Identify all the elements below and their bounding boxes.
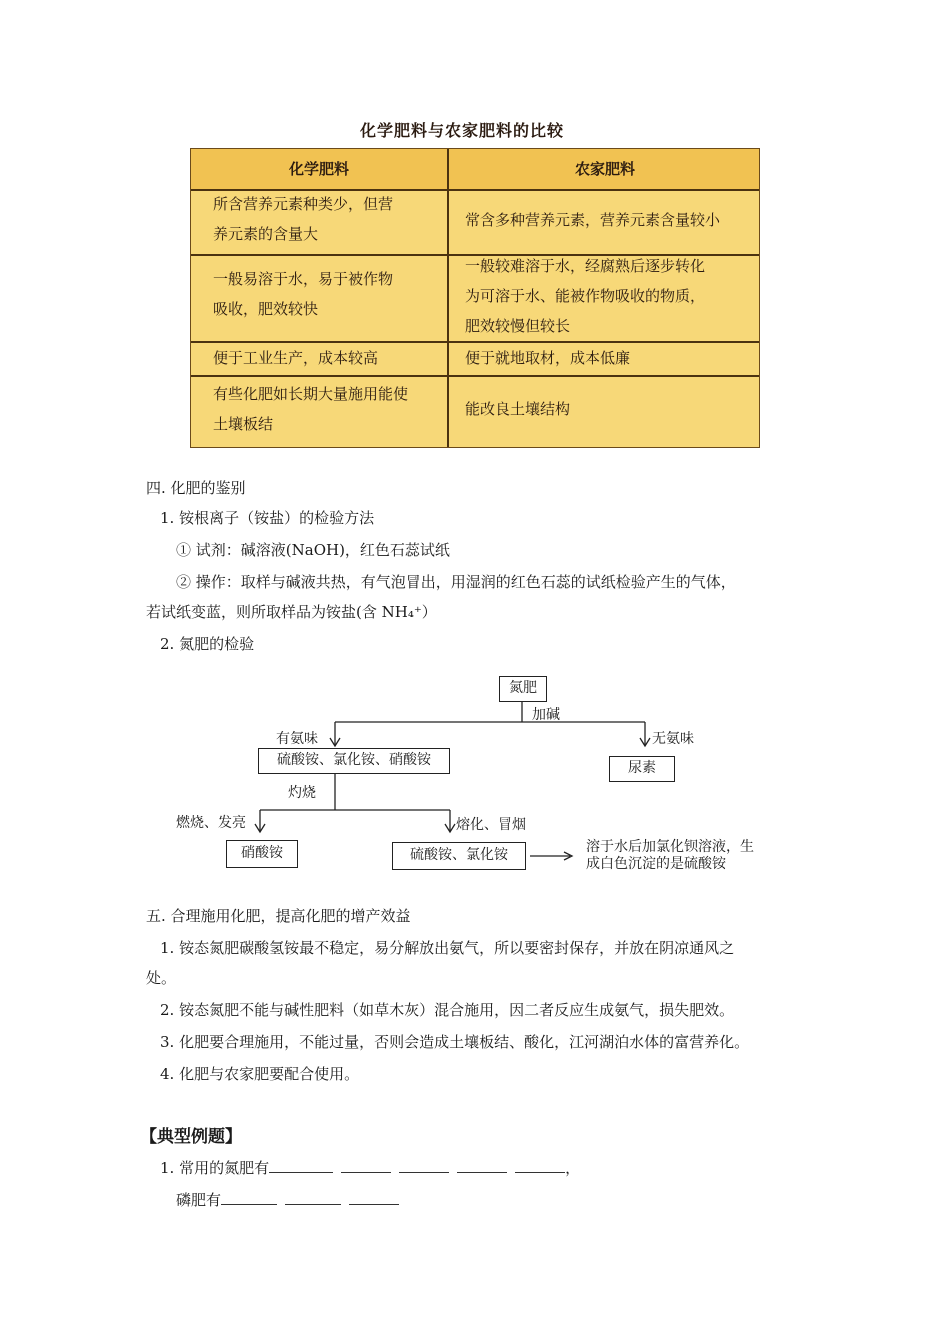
nitrogen-fertilizer-flowchart: [140, 668, 820, 883]
box-sulfate-chloride: 硫酸铵、氯化铵: [392, 842, 526, 870]
table-cell: 一般较难溶于水，经腐熟后逐步转化 为可溶于水、能被作物吸收的物质， 肥效较慢但较长: [465, 257, 706, 335]
answer-blank[interactable]: [285, 1188, 341, 1205]
answer-blank[interactable]: [221, 1188, 277, 1205]
list-item: 4. 化肥与农家肥要配合使用。: [160, 1065, 360, 1083]
comparison-table: [190, 148, 760, 448]
list-item: 若试纸变蓝，则所取样品为铵盐(含 NH₄⁺）: [146, 603, 437, 621]
answer-blank[interactable]: [269, 1156, 333, 1173]
table-cell: 有些化肥如长期大量施用能使 土壤板结: [213, 385, 409, 433]
box-ammonium-salts: 硫酸铵、氯化铵、硝酸铵: [258, 748, 450, 774]
table-cell: 一般易溶于水，易于被作物 吸收，肥效较快: [213, 270, 394, 318]
section-heading: 五. 合理施用化肥，提高化肥的增产效益: [146, 907, 411, 925]
box-ammonium-nitrate: 硝酸铵: [226, 840, 298, 868]
table-cell: 所含营养元素种类少，但营 养元素的含量大: [213, 195, 394, 243]
answer-blank[interactable]: [457, 1156, 507, 1173]
label-add-base: 加碱: [532, 707, 560, 723]
section-heading: 四. 化肥的鉴别: [146, 479, 246, 497]
table-title: 化学肥料与农家肥料的比较: [360, 121, 565, 140]
label-burn-bright: 燃烧、发亮: [176, 815, 246, 831]
note-barium-chloride-test: 溶于水后加氯化钡溶液，生 成白色沉淀的是硫酸铵: [586, 839, 754, 872]
box-nitrogen-fertilizer: 氮肥: [499, 676, 547, 702]
header-chemical-fertilizer: 化学肥料: [288, 160, 349, 178]
list-item: 3. 化肥要合理施用，不能过量，否则会造成土壤板结、酸化，江河湖泊水体的富营养化。: [160, 1033, 750, 1051]
table-column-divider: [447, 149, 449, 447]
answer-blank[interactable]: [341, 1156, 391, 1173]
list-item: ② 操作：取样与碱液共热，有气泡冒出，用湿润的红色石蕊的试纸检验产生的气体，: [176, 573, 736, 591]
list-item: 处。: [146, 969, 177, 987]
table-cell: 便于就地取材，成本低廉: [465, 349, 631, 367]
question-1-line-2: 磷肥有: [176, 1188, 407, 1212]
list-item: 1. 铵根离子（铵盐）的检验方法: [160, 509, 375, 527]
label-no-ammonia-smell: 无氨味: [652, 731, 694, 747]
box-urea: 尿素: [609, 756, 675, 782]
answer-blank[interactable]: [399, 1156, 449, 1173]
label-ammonia-smell: 有氨味: [276, 731, 318, 747]
examples-heading: 【典型例题】: [140, 1127, 242, 1147]
list-item: ① 试剂：碱溶液(NaOH)，红色石蕊试纸: [176, 541, 450, 559]
label-melt-smoke: 熔化、冒烟: [456, 817, 526, 833]
header-farm-manure: 农家肥料: [574, 160, 635, 178]
table-cell: 能改良土壤结构: [465, 400, 571, 418]
label-burn: 灼烧: [288, 785, 316, 801]
list-item: 2. 氮肥的检验: [160, 635, 255, 653]
list-item: 1. 铵态氮肥碳酸氢铵最不稳定，易分解放出氨气，所以要密封保存，并放在阴凉通风之: [160, 939, 735, 957]
table-row-divider: [191, 375, 759, 377]
answer-blank[interactable]: [349, 1188, 399, 1205]
table-cell: 常含多种营养元素，营养元素含量较小: [465, 211, 721, 229]
question-1: 1. 常用的氮肥有 ，: [160, 1156, 580, 1180]
list-item: 2. 铵态氮肥不能与碱性肥料（如草木灰）混合施用，因二者反应生成氨气，损失肥效。: [160, 1001, 735, 1019]
table-cell: 便于工业生产，成本较高: [213, 349, 379, 367]
answer-blank[interactable]: [515, 1156, 565, 1173]
